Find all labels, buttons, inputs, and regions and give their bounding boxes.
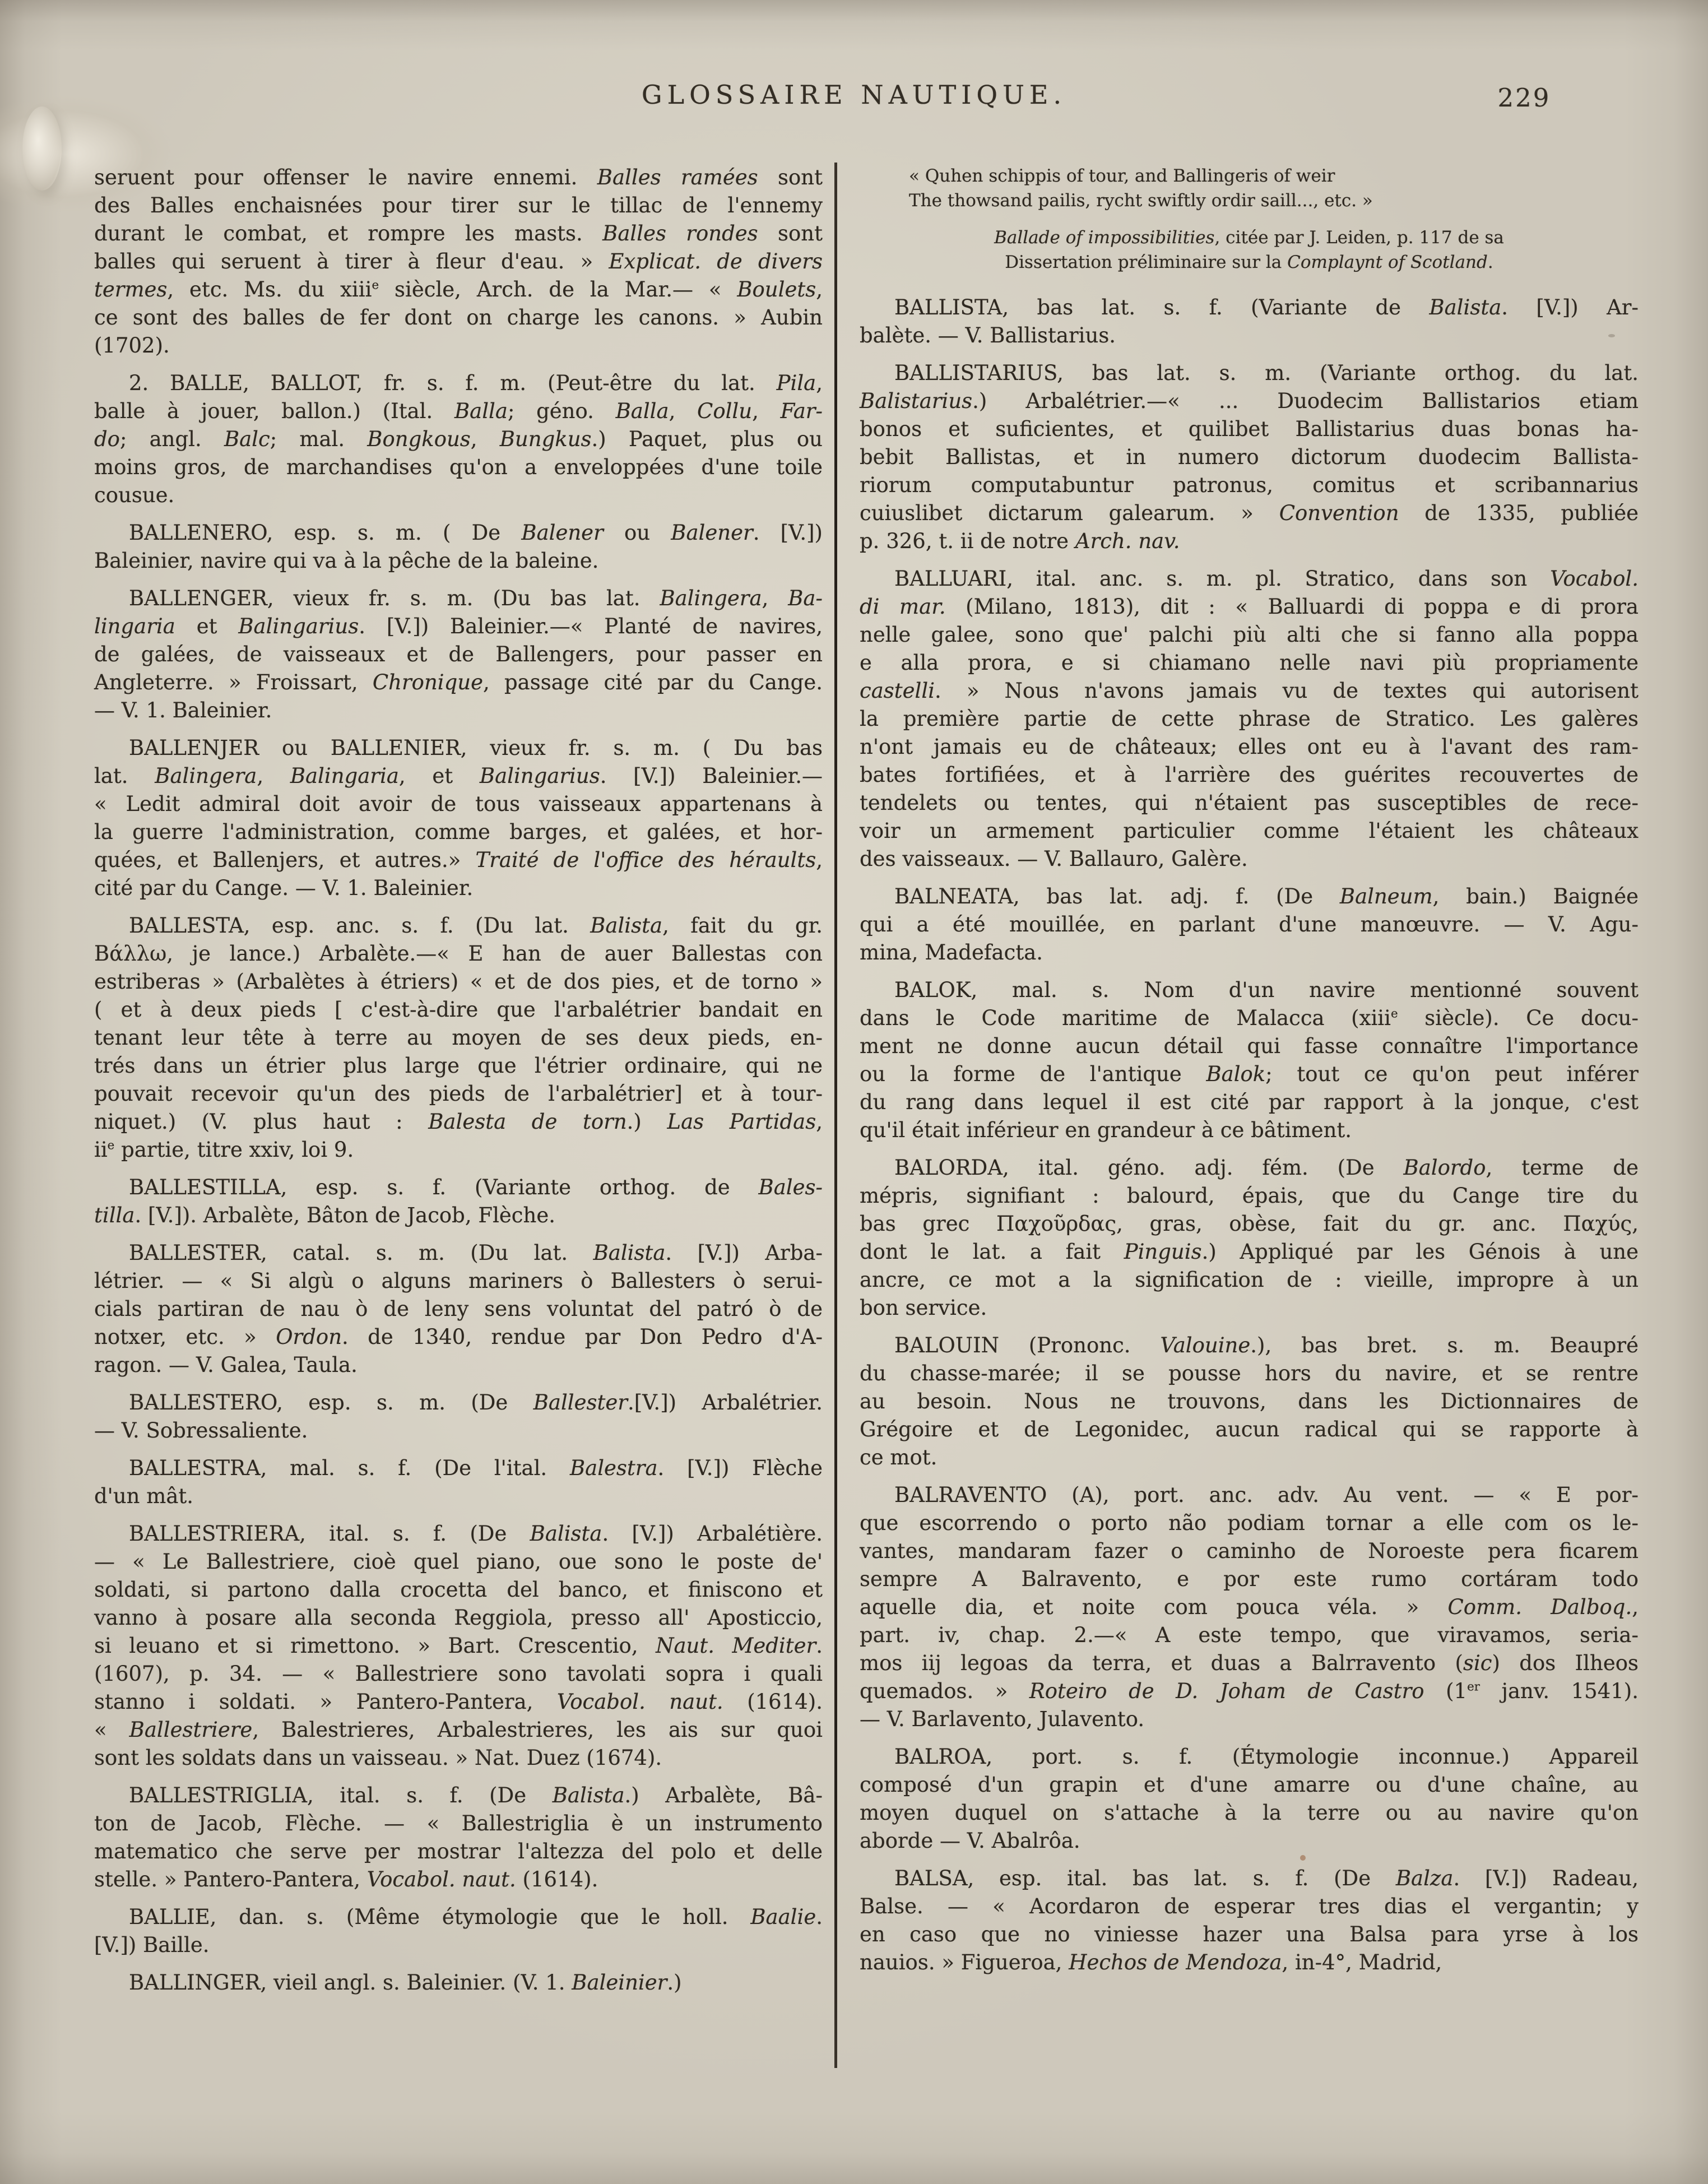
text-line: BALLINGER, vieil angl. s. Baleinier. (V. 1. Baleinier.) bbox=[129, 1970, 682, 1995]
text-line: de galées, de vaisseaux et de Ballengers, pour passer en bbox=[94, 642, 823, 666]
text-line: BALLESTERO, esp. s. m. (De Ballester.[V.]) Arbalétrier. bbox=[129, 1390, 823, 1415]
text-line: en caso que no viniesse hazer una Balsa para yrse à los bbox=[860, 1922, 1639, 1946]
text-line: — « Le Ballestriere, cioè quel piano, oue sono le poste de' bbox=[94, 1550, 823, 1574]
text-line: BALLUARI, ital. anc. s. m. pl. Stratico, dans son Vocabol. bbox=[894, 567, 1639, 591]
text-line: [V.]) Baille. bbox=[94, 1933, 210, 1957]
text-line: Ballade of impossibilities, citée par J. Leiden, p. 117 de sa bbox=[994, 228, 1504, 248]
text-line: cials partiran de nau ò de leny sens voluntat del patró ò de bbox=[94, 1297, 823, 1321]
text-line: BALLESTILLA, esp. s. f. (Variante orthog. de Bales- bbox=[129, 1175, 823, 1199]
text-line: The thowsand pailis, rycht swiftly ordir saill..., etc. » bbox=[909, 191, 1373, 211]
text-line: stelle. » Pantero-Pantera, Vocabol. naut. (1614). bbox=[94, 1867, 598, 1891]
text-line: Grégoire et de Legonidec, aucun radical qui se rapporte à bbox=[860, 1417, 1639, 1441]
text-line: — V. Barlavento, Julavento. bbox=[860, 1707, 1145, 1731]
text-line: Balse. — « Acordaron de esperar tres dias el vergantin; y bbox=[860, 1894, 1639, 1918]
text-line: BALRAVENTO (A), port. anc. adv. Au vent. — « E por- bbox=[894, 1483, 1639, 1507]
text-line: ce sont des balles de fer dont on charge les canons. » Aubin bbox=[94, 305, 823, 330]
text-line: trés dans un étrier plus large que l'étrier ordinaire, qui ne bbox=[94, 1054, 823, 1078]
text-line: Βάλλω, je lance.) Arbalète.—« E han de auer Ballestas con bbox=[94, 942, 823, 966]
text-line: niquet.) (V. plus haut : Balesta de torn.) Las Partidas, bbox=[94, 1110, 823, 1134]
text-line: composé d'un grapin et d'une amarre ou d'une chaîne, au bbox=[860, 1773, 1639, 1797]
text-line: balles qui seruent à tirer à fleur d'eau. » Explicat. de divers bbox=[94, 249, 823, 273]
text-line: BALLESTA, esp. anc. s. f. (Du lat. Balista, fait du gr. bbox=[129, 914, 823, 938]
column-divider-rule bbox=[834, 163, 837, 2068]
text-line: lat. Balingera, Balingaria, et Balingarius. [V.]) Baleinier.— bbox=[94, 764, 823, 788]
dictionary-entry bbox=[860, 294, 1639, 350]
text-line: cuiuslibet dictarum galearum. » Convention de 1335, publiée bbox=[860, 501, 1639, 525]
text-block-attribution bbox=[860, 225, 1639, 275]
text-line: sempre A Balravento, e por este rumo cortáram todo bbox=[860, 1567, 1639, 1591]
dictionary-entry bbox=[860, 1481, 1639, 1733]
text-line: sont les soldats dans un vaisseau. » Nat. Duez (1674). bbox=[94, 1746, 662, 1770]
text-line: ou la forme de l'antique Balok; tout ce qu'on peut inférer bbox=[860, 1062, 1639, 1086]
text-line: BALOUIN (Prononc. Valouine.), bas bret. s. m. Beaupré bbox=[894, 1333, 1639, 1357]
text-line: vanno à posare alla seconda Reggiola, presso all' Aposticcio, bbox=[94, 1606, 823, 1630]
text-line: BALLISTARIUS, bas lat. s. m. (Variante orthog. du lat. bbox=[894, 361, 1639, 385]
text-line: (1702). bbox=[94, 333, 170, 358]
text-line: nauios. » Figueroa, Hechos de Mendoza, in-4°, Madrid, bbox=[860, 1950, 1442, 1974]
text-line: ragon. — V. Galea, Taula. bbox=[94, 1353, 358, 1377]
text-line: bon service. bbox=[860, 1296, 987, 1320]
text-line: BALLESTRIGLIA, ital. s. f. (De Balista.) Arbalète, Bâ- bbox=[129, 1783, 823, 1807]
text-line: ( et à deux pieds [ c'est-à-dire que l'arbalétrier bandait en bbox=[94, 998, 823, 1022]
dictionary-entry bbox=[94, 585, 823, 725]
text-line: tenant leur tête à terre au moyen de ses deux pieds, en- bbox=[94, 1026, 823, 1050]
text-line: si leuano et si rimettono. » Bart. Crescentio, Naut. Mediter. bbox=[94, 1634, 823, 1658]
text-line: cité par du Cange. — V. 1. Baleinier. bbox=[94, 876, 474, 900]
dictionary-entry bbox=[94, 369, 823, 509]
dictionary-entry bbox=[94, 1782, 823, 1894]
text-line: ton de Jacob, Flèche. — « Ballestriglia è un instrumento bbox=[94, 1811, 823, 1835]
dictionary-entry bbox=[860, 1332, 1639, 1472]
text-line: BALLENERO, esp. s. m. ( De Balener ou Balener. [V.]) bbox=[129, 521, 823, 545]
dictionary-entry bbox=[94, 912, 823, 1164]
text-line: tendelets ou tentes, qui n'étaient pas susceptibles de rece- bbox=[860, 791, 1639, 815]
text-line: cousue. bbox=[94, 483, 175, 507]
text-line: lingaria et Balingarius. [V.]) Baleinier.—« Planté de navires, bbox=[94, 614, 823, 638]
text-line: — V. 1. Baleinier. bbox=[94, 698, 272, 722]
text-line: du rang dans lequel il est cité par rapport à la jonque, c'est bbox=[860, 1090, 1639, 1114]
dictionary-entry bbox=[860, 565, 1639, 873]
text-line: du chasse-marée; il se pousse hors du navire, et se rentre bbox=[860, 1361, 1639, 1385]
text-line: balète. — V. Ballistarius. bbox=[860, 323, 1116, 347]
text-line: « Quhen schippis of tour, and Ballingeris of weir bbox=[909, 166, 1335, 186]
text-line: tilla. [V.]). Arbalète, Bâton de Jacob, Flèche. bbox=[94, 1203, 556, 1227]
text-line: bas grec Παχοῦρδας, gras, obèse, fait du gr. anc. Παχύς, bbox=[860, 1212, 1639, 1236]
text-line: au besoin. Nous ne trouvons, dans les Dictionnaires de bbox=[860, 1389, 1639, 1413]
dictionary-entry bbox=[94, 1174, 823, 1230]
dictionary-entry bbox=[860, 1865, 1639, 1977]
text-line: bebit Ballistas, et in numero dictorum duodecim Ballista- bbox=[860, 445, 1639, 469]
text-line: mos iij legoas da terra, et duas a Balrravento (sic) dos Ilheos bbox=[860, 1651, 1639, 1675]
text-line: part. iv, chap. 2.—« A este tempo, que viravamos, seria- bbox=[860, 1623, 1639, 1647]
text-line: « Ledit admiral doit avoir de tous vaisseaux appartenans à bbox=[94, 792, 823, 816]
text-line: ancre, ce mot a la signification de : vieille, impropre à un bbox=[860, 1268, 1639, 1292]
text-line: BALLESTRA, mal. s. f. (De l'ital. Balestra. [V.]) Flèche bbox=[129, 1456, 823, 1480]
text-line: BALORDA, ital. géno. adj. fém. (De Balordo, terme de bbox=[894, 1156, 1639, 1180]
text-line: $ii^e$ partie, titre xxiv, loi 9. bbox=[94, 1138, 354, 1162]
text-line: soldati, si partono dalla crocetta del banco, et finiscono et bbox=[94, 1578, 823, 1602]
text-line: Dissertation préliminaire sur la Complaynt of Scotland. bbox=[1005, 252, 1493, 272]
text-line: quées, et Ballenjers, et autres.» Traité de l'office des héraults, bbox=[94, 848, 823, 872]
text-line: BALSA, esp. ital. bas lat. s. f. (De Balza. [V.]) Radeau, bbox=[894, 1866, 1639, 1890]
dictionary-entry bbox=[94, 1239, 823, 1379]
running-head-title: GLOSSAIRE NAUTIQUE. bbox=[641, 80, 1067, 110]
text-line: BALLISTA, bas lat. s. f. (Variante de Balista. [V.]) Ar- bbox=[894, 295, 1639, 319]
text-line: bates fortifiées, et à l'arrière des guérites recouvertes de bbox=[860, 763, 1639, 787]
text-line: moyen duquel on s'attache à la terre ou au navire qu'on bbox=[860, 1801, 1639, 1825]
text-line: aborde — V. Abalrôa. bbox=[860, 1829, 1080, 1853]
text-block-verse bbox=[860, 164, 1639, 213]
text-line: stanno i soldati. » Pantero-Pantera, Vocabol. naut. (1614). bbox=[94, 1690, 823, 1714]
dictionary-entry bbox=[94, 734, 823, 902]
text-line: moins gros, de marchandises qu'on a enveloppées d'une toile bbox=[94, 455, 823, 479]
text-line: vantes, mandaram fazer o caminho de Noroeste pera ficarem bbox=[860, 1539, 1639, 1563]
text-line: létrier. — « Si algù o alguns mariners ò Ballesters ò serui- bbox=[94, 1269, 823, 1293]
text-line: estriberas » (Arbalètes à étriers) « et de dos pies, et de torno » bbox=[94, 970, 823, 994]
text-line: mépris, signifiant : balourd, épais, que du Cange tire du bbox=[860, 1184, 1639, 1208]
text-line: matematico che serve per mostrar l'altezza del polo et delle bbox=[94, 1839, 823, 1863]
text-line: Baleinier, navire qui va à la pêche de la baleine. bbox=[94, 549, 599, 573]
text-line: BALROA, port. s. f. (Étymologie inconnue.) Appareil bbox=[894, 1745, 1639, 1769]
text-line: dans le Code maritime de Malacca (xiii$^e$ siècle). Ce docu- bbox=[860, 1006, 1639, 1030]
page-number: 229 bbox=[1497, 83, 1551, 113]
dictionary-entry bbox=[94, 1454, 823, 1510]
dictionary-entry bbox=[94, 1389, 823, 1445]
dictionary-entry bbox=[94, 1969, 823, 1997]
text-line: voir un armement particulier comme l'étaient les châteaux bbox=[860, 819, 1639, 843]
text-line: mina, Madefacta. bbox=[860, 940, 1043, 965]
text-line: balle à jouer, ballon.) (Ital. Balla; géno. Balla, Collu, Far- bbox=[94, 399, 823, 423]
text-line: do; angl. Balc; mal. Bongkous, Bungkus.) Paquet, plus ou bbox=[94, 427, 823, 451]
text-line: di mar. (Milano, 1813), dit : « Balluardi di poppa e di prora bbox=[860, 595, 1639, 619]
text-line: notxer, etc. » Ordon. de 1340, rendue par Don Pedro d'A- bbox=[94, 1325, 823, 1349]
dictionary-entry bbox=[860, 359, 1639, 555]
text-line: BALLESTER, catal. s. m. (Du lat. Balista. [V.]) Arba- bbox=[129, 1241, 823, 1265]
text-line: termes, etc. Ms. du xiii$^e$ siècle, Arch. de la Mar.— « Boulets, bbox=[94, 277, 823, 302]
text-line: Balistarius.) Arbalétrier.—« ... Duodecim Ballistarios etiam bbox=[860, 389, 1639, 413]
text-line: pouvait recevoir qu'un des pieds de l'arbalétrier] et à tour- bbox=[94, 1082, 823, 1106]
text-line: seruent pour offenser le navire ennemi. Balles ramées sont bbox=[94, 165, 823, 189]
text-line: castelli. » Nous n'avons jamais vu de textes qui autorisent bbox=[860, 679, 1639, 703]
dictionary-entry bbox=[94, 1520, 823, 1772]
text-line: n'ont jamais eu de châteaux; elles ont eu à l'avant des ram- bbox=[860, 735, 1639, 759]
text-line: dont le lat. a fait Pinguis.) Appliqué par les Génois à une bbox=[860, 1240, 1639, 1264]
left-text-column bbox=[94, 164, 823, 1997]
text-line: aquelle dia, et noite com pouca véla. » Comm. Dalboq., bbox=[860, 1595, 1639, 1619]
text-line: BALLENJER ou BALLENIER, vieux fr. s. m. ( Du bas bbox=[129, 736, 823, 760]
text-line: BALLENGER, vieux fr. s. m. (Du bas lat. Balingera, Ba- bbox=[129, 586, 823, 610]
text-line: durant le combat, et rompre les masts. Balles rondes sont bbox=[94, 221, 823, 245]
text-line: ce mot. bbox=[860, 1445, 937, 1469]
text-line: (1607), p. 34. — « Ballestriere sono tavolati sopra i quali bbox=[94, 1662, 823, 1686]
text-line: nelle galee, sono que' palchi più alti che si fanno alla poppa bbox=[860, 623, 1639, 647]
text-line: 2. BALLE, BALLOT, fr. s. f. m. (Peut-être du lat. Pila, bbox=[129, 371, 823, 395]
dictionary-entry bbox=[94, 519, 823, 575]
text-line: la première partie de cette phrase de Stratico. Les galères bbox=[860, 707, 1639, 731]
text-block-continuation bbox=[94, 164, 823, 360]
dictionary-entry bbox=[860, 1743, 1639, 1855]
text-line: BALOK, mal. s. Nom d'un navire mentionné souvent bbox=[894, 978, 1639, 1002]
text-line: BALNEATA, bas lat. adj. f. (De Balneum, bain.) Baignée bbox=[894, 884, 1639, 908]
dictionary-entry bbox=[860, 976, 1639, 1144]
text-line: e alla prora, e si chiamano nelle navi più propriamente bbox=[860, 651, 1639, 675]
text-line: qu'il était inférieur en grandeur à ce bâtiment. bbox=[860, 1118, 1352, 1142]
text-line: ment ne donne aucun détail qui fasse connaître l'importance bbox=[860, 1034, 1639, 1058]
dictionary-entry bbox=[860, 1154, 1639, 1322]
right-text-column bbox=[860, 164, 1639, 1977]
text-line: bonos et suficientes, et quilibet Ballistarius duas bonas ha- bbox=[860, 417, 1639, 441]
text-line: qui a été mouillée, en parlant d'une manœuvre. — V. Agu- bbox=[860, 912, 1639, 936]
text-line: la guerre l'administration, comme barges, et galées, et hor- bbox=[94, 820, 823, 844]
dictionary-entry bbox=[860, 883, 1639, 967]
text-line: des vaisseaux. — V. Ballauro, Galère. bbox=[860, 847, 1248, 871]
text-line: riorum computabuntur patronus, comitus et scribannarius bbox=[860, 473, 1639, 497]
text-line: « Ballestriere, Balestrieres, Arbalestrieres, les ais sur quoi bbox=[94, 1718, 823, 1742]
text-line: que escorrendo o porto não podiam tornar a elle com os le- bbox=[860, 1511, 1639, 1535]
text-line: d'un mât. bbox=[94, 1484, 194, 1508]
text-line: p. 326, t. ii de notre Arch. nav. bbox=[860, 529, 1180, 553]
dictionary-entry bbox=[94, 1903, 823, 1959]
paper-dent-blemish bbox=[22, 106, 62, 191]
text-line: BALLIE, dan. s. (Même étymologie que le holl. Baalie. bbox=[129, 1905, 823, 1929]
text-line: quemados. » Roteiro de D. Joham de Castro (1er janv. 1541). bbox=[860, 1679, 1639, 1703]
text-line: — V. Sobressaliente. bbox=[94, 1418, 308, 1443]
text-line: des Balles enchaisnées pour tirer sur le tillac de l'ennemy bbox=[94, 193, 823, 217]
text-line: BALLESTRIERA, ital. s. f. (De Balista. [V.]) Arbalétière. bbox=[129, 1522, 823, 1546]
text-line: Angleterre. » Froissart, Chronique, passage cité par du Cange. bbox=[94, 670, 823, 694]
